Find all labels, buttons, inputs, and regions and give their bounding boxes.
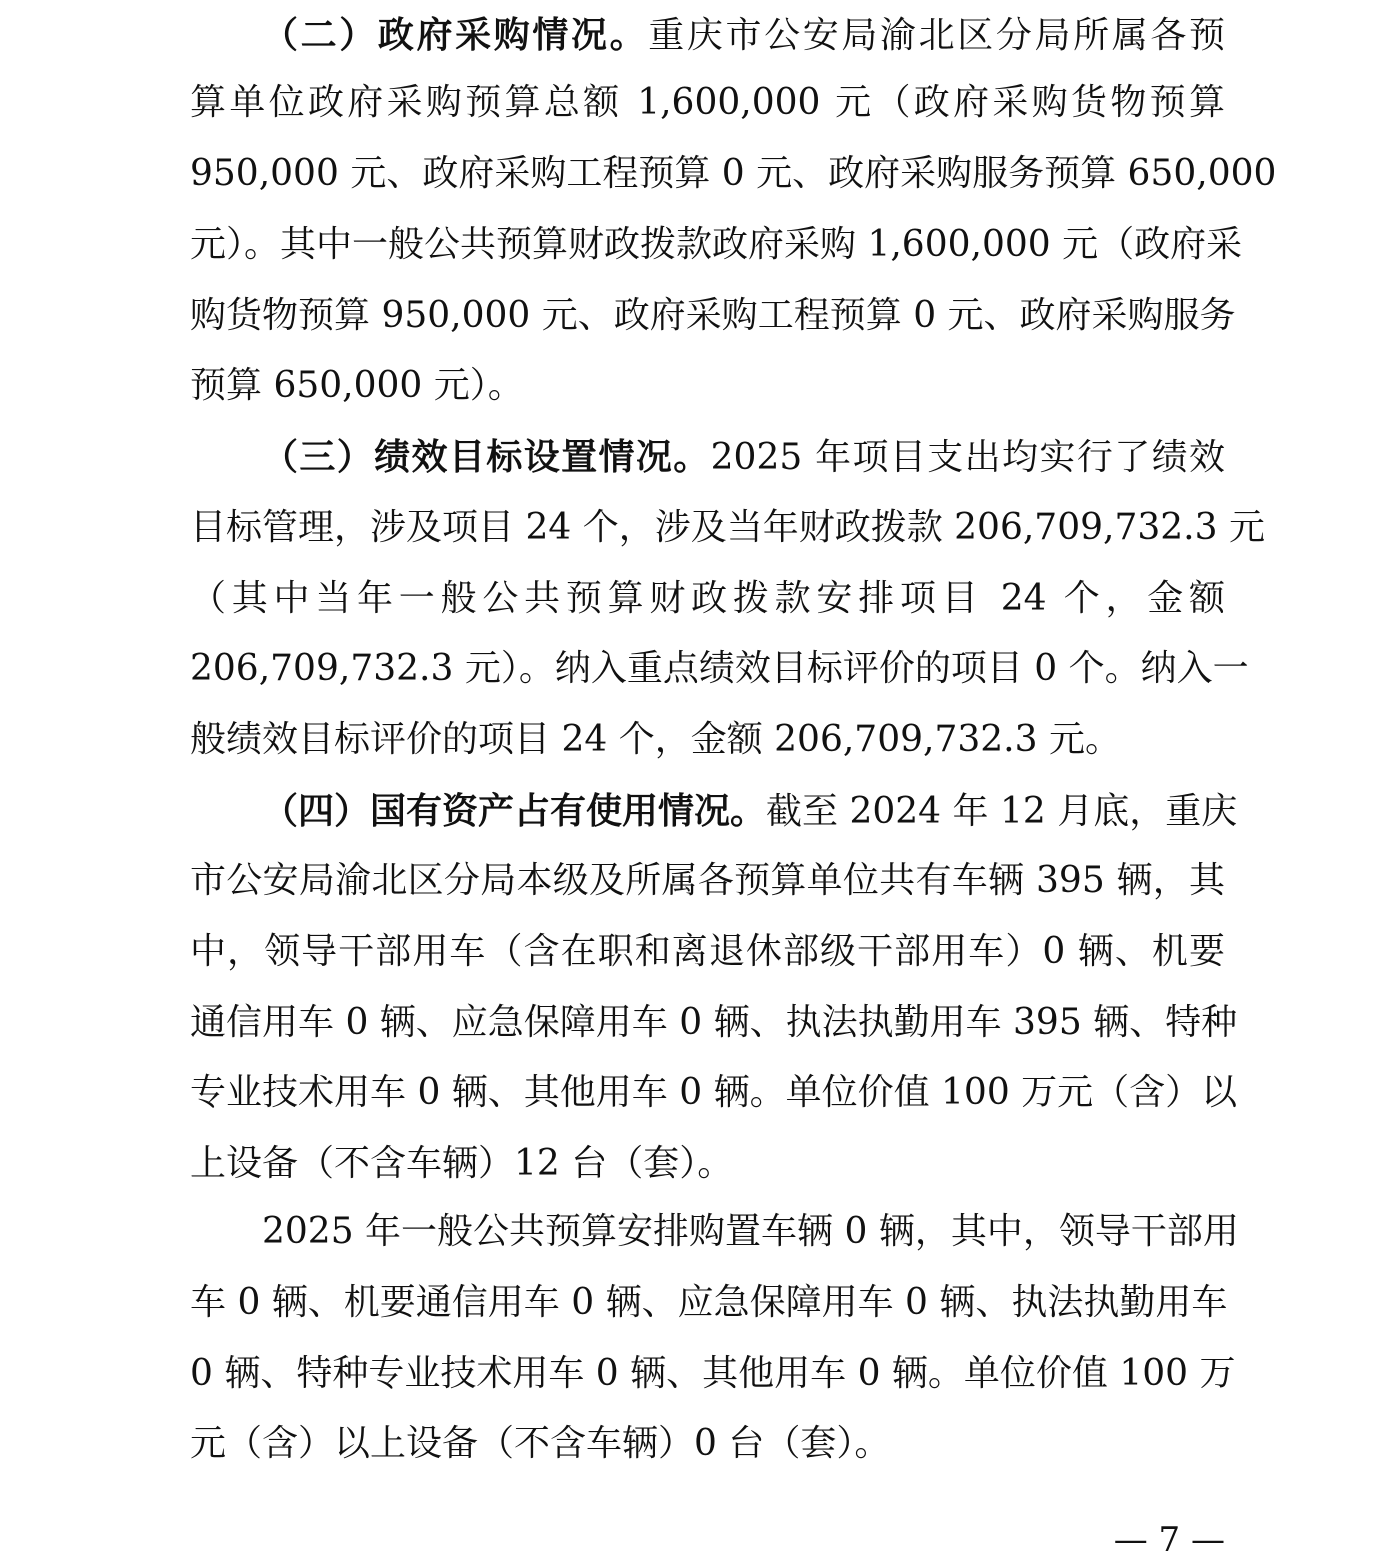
paragraph-line: 元（含）以上设备（不含车辆）0 台（套）。 bbox=[190, 1423, 891, 1464]
section-heading-2: （二）政府采购情况。 bbox=[262, 14, 649, 56]
paragraph-line: 般绩效目标评价的项目 24 个，金额 206,709,732.3 元。 bbox=[190, 719, 1121, 760]
paragraph-line: 专业技术用车 0 辆、其他用车 0 辆。单位价值 100 万元（含）以 bbox=[190, 1072, 1238, 1113]
section-heading-3: （三）绩效目标设置情况。 bbox=[262, 436, 711, 478]
paragraph-line: 0 辆、特种专业技术用车 0 辆、其他用车 0 辆。单位价值 100 万 bbox=[190, 1353, 1236, 1394]
paragraph-line: 市公安局渝北区分局本级及所属各预算单位共有车辆 395 辆，其 bbox=[190, 860, 1225, 901]
paragraph-line: 预算 650,000 元）。 bbox=[190, 365, 524, 406]
paragraph-line: 上设备（不含车辆）12 台（套）。 bbox=[190, 1143, 734, 1184]
paragraph-line: 目标管理，涉及项目 24 个，涉及当年财政拨款 206,709,732.3 元 bbox=[190, 507, 1265, 548]
paragraph-line: 950,000 元、政府采购工程预算 0 元、政府采购服务预算 650,000 bbox=[190, 153, 1277, 194]
paragraph-line: 中，领导干部用车（含在职和离退休部级干部用车）0 辆、机要 bbox=[190, 931, 1225, 972]
paragraph-text: 截至 2024 年 12 月底，重庆 bbox=[766, 791, 1238, 832]
paragraph-text: 2025 年项目支出均实行了绩效 bbox=[710, 437, 1225, 478]
page-number: — 7 — bbox=[1113, 1520, 1225, 1560]
paragraph-text: 重庆市公安局渝北区分局所属各预 bbox=[648, 15, 1225, 56]
paragraph-line: 车 0 辆、机要通信用车 0 辆、应急保障用车 0 辆、执法执勤用车 bbox=[190, 1282, 1228, 1323]
paragraph-line bbox=[262, 422, 1225, 492]
paragraph-line: 通信用车 0 辆、应急保障用车 0 辆、执法执勤用车 395 辆、特种 bbox=[190, 1002, 1238, 1043]
paragraph-line bbox=[262, 776, 1238, 846]
paragraph-line: （其中当年一般公共预算财政拨款安排项目 24 个，金额 bbox=[190, 578, 1225, 619]
paragraph-line: 算单位政府采购预算总额 1,600,000 元（政府采购货物预算 bbox=[190, 82, 1225, 123]
paragraph-line: 2025 年一般公共预算安排购置车辆 0 辆，其中，领导干部用 bbox=[262, 1211, 1239, 1252]
paragraph-line: 206,709,732.3 元）。纳入重点绩效目标评价的项目 0 个。纳入一 bbox=[190, 648, 1249, 689]
paragraph-line: 购货物预算 950,000 元、政府采购工程预算 0 元、政府采购服务 bbox=[190, 295, 1236, 336]
paragraph-line bbox=[262, 0, 1225, 70]
paragraph-line: 元）。其中一般公共预算财政拨款政府采购 1,600,000 元（政府采 bbox=[190, 224, 1243, 265]
section-heading-4: （四）国有资产占有使用情况。 bbox=[262, 790, 767, 832]
